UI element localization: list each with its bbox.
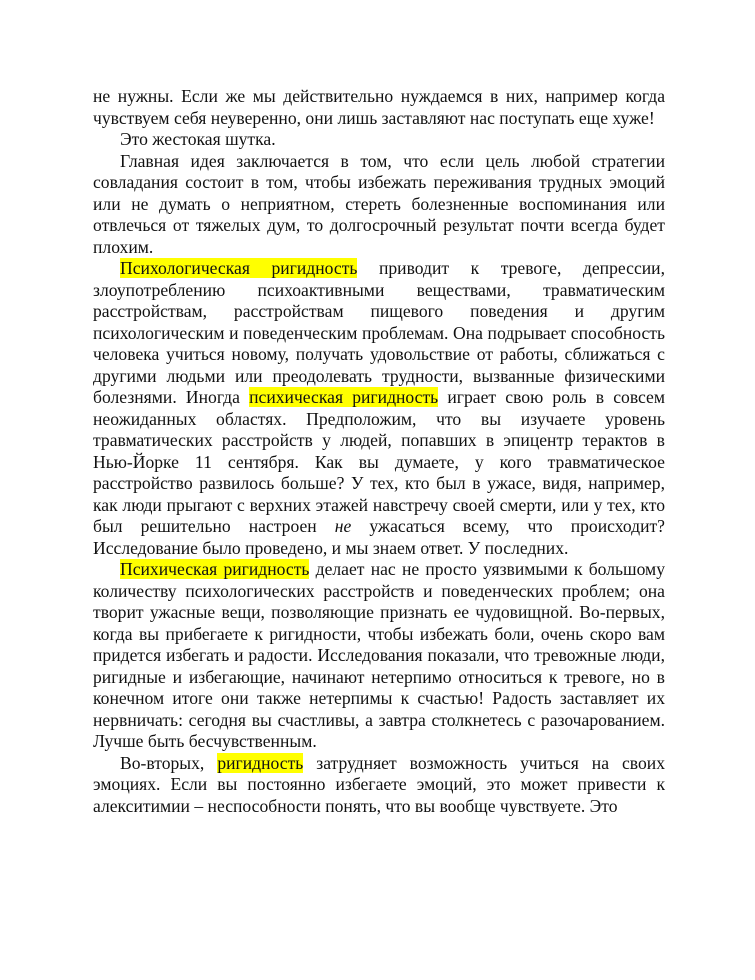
paragraph-psychological-rigidity [93,258,665,559]
text-segment: ужасаться всему, что происходит? Исследование было проведено, и мы знаем ответ. У последних. [93,516,665,558]
paragraph-continuation [93,86,665,129]
text-segment: Главная идея заключается в том, что если цель любой стратегии совладания состоит в том, чтобы избежать переживания трудных эмоций или не думать о неприятном, стереть болезненные воспоминания или отвлечься от тяжелых дум, то долгосрочный результат почти всегда будет плохим. [93,150,665,257]
text-segment: играет свою роль в совсем неожиданных областях. Предположим, что вы изучаете уровень травматических расстройств у людей, попавших в эпицентр терактов в Нью-Йорке 11 сентября. Как вы думаете, у кого травматическое расстройство развилось больше? У тех, кто был в ужасе, видя, например, как люди прыгают с верхних этажей навстречу своей смерти, или у тех, кто был решительно настроен [93,387,666,536]
highlighted-term: Психологическая ригидность [120,258,358,278]
highlighted-term: Психическая ригидность [120,559,310,579]
text-segment: затрудняет возможность учиться на своих эмоциях. Если вы постоянно избегаете эмоций, это может привести к алекситимии – неспособности понять, что вы вообще чувствуете. Это [93,752,665,816]
text-segment: не нужны. Если же мы действительно нуждаемся в них, например когда чувствуем себя неуверенно, они лишь заставляют нас поступать еще хуже! [93,86,665,128]
italic-emphasis: не [334,516,352,536]
text-segment: приводит к тревоге, депрессии, злоупотреблению психоактивными веществами, травматическим расстройствам, расстройствам пищевого поведения и другим психологическим и поведенческим проблемам. Она подрывает способность человека учиться новому, получать удовольствие от работы, сближаться с другими людьми или преодолевать трудности, вызванные физическими болезнями. Иногда [93,258,665,407]
text-segment: делает нас не просто уязвимыми к большому количеству психологических расстройств и поведенческих проблем; она творит ужасные вещи, позволяющие признать ее чудовищной. Во-первых, когда вы прибегаете к ригидности, чтобы избежать боли, очень скоро вам придется избегать и радости. Исследования показали, что тревожные люди, ригидные и избегающие, начинают нетерпимо относиться к тревоге, но в конечном итоге они также нетерпимы к счастью! Радость заставляет их нервничать: сегодня вы счастливы, а завтра столкнетесь с разочарованием. Лучше быть бесчувственным. [93,559,665,751]
paragraph-mental-rigidity [93,559,665,753]
text-segment: Это жестокая шутка. [120,129,276,149]
document-page [93,86,665,817]
text-segment: Во-вторых, [120,752,218,773]
highlighted-term: психическая ригидность [249,387,439,407]
paragraph-main-idea [93,151,665,259]
paragraph-cruel-joke [93,129,665,151]
paragraph-secondly [93,753,665,818]
highlighted-term: ригидность [217,752,304,773]
